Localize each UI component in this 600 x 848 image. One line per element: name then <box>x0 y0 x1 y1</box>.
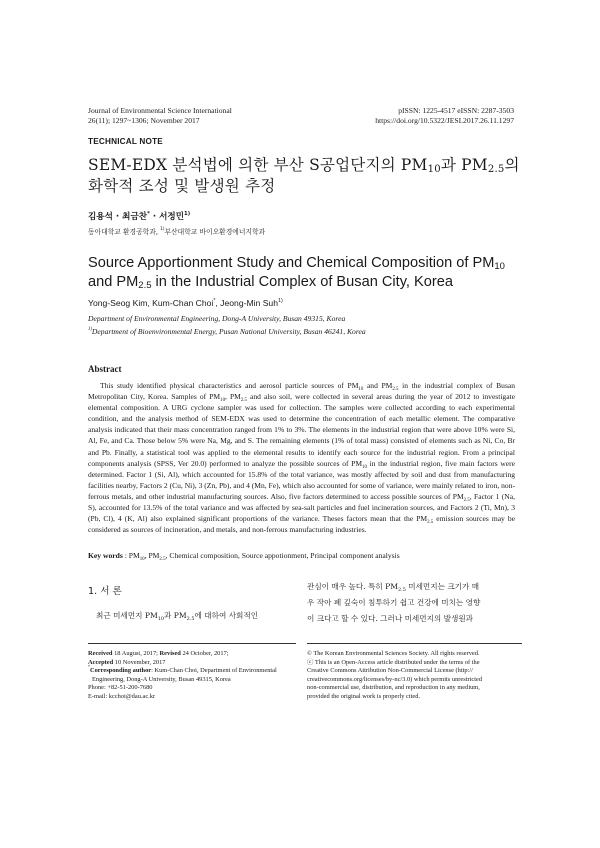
footnote-divider-right <box>307 643 522 644</box>
abstract-heading: Abstract <box>88 364 122 374</box>
doi-link[interactable]: https://doi.org/10.5322/JESI.2017.26.11.1297 <box>375 116 514 125</box>
intro-right-column: 관심이 매우 높다. 특히 $PM_{2.5}$ 미세먼지는 크기가 매 우 작아 폐 깊숙이 침투하기 쉽고 건강에 미치는 영향 이 크다고 할 수 있다. 그러나 미세먼지의 발생원과 <box>307 582 481 623</box>
footnote-left: Received 18 August, 2017; Revised 24 October, 2017; Accepted 10 November, 2017 *Corresponding author: Kum-Chan Choi, Department of Environmental Engineering, Dong-A University, Busan 49315, Korea Phone: +82-51-200-7680 E-mail: kcchoi@dau.ac.kr <box>88 650 298 702</box>
affiliation-english: Department of Environmental Engineering, Dong-A University, Busan 49315, Korea $^{1)}$Department of Bioenvironmental Energy, Pusan National University, Busan 46241, Korea <box>88 314 366 336</box>
footnote-right: © The Korean Environmental Sciences Society. All rights reserved. ⓒ This is an Open-Access article distributed under the terms of the Creative Commons Attribution Non-Commercial License (http:// creativecommons.org/licenses/by-nc/3.0) which permits unrestricted non-commercial use, distribution, and reproduction in any medium, provided the original work is properly cited. <box>307 650 523 702</box>
journal-header-right <box>300 106 514 126</box>
license-link[interactable]: creativecommons.org/licenses/by-nc/3.0) which permits unrestricted <box>307 675 483 683</box>
title-english: Source Apportionment Study and Chemical Composition of $PM_{10}$ and $PM_{2.5}$ in the Industrial Complex of Busan City, Korea <box>88 255 505 291</box>
abstract-body: This study identified physical characteristics and aerosol particle sources of $PM_{10}$ and $PM_{2.5}$ in the industrial complex of Busan Metropolitan City, Korea. Samples of $PM_{10}$, $PM_{2.5}$ and also soil, were collected in several areas during the year of 2012 to investigate elemental composition. A URG cyclone sampler was used for collection. The samples were collected according to each experimental condition, and the analysis method of SEM-EDX was used to determine the concentration of each metallic element. The comparative analysis indicated that their mass concentration ranged from 1% to 3%. The elements in the industrial region that were above 10% were Si, Al, Fe, and Ca. Those below 5% were Na, Mg, and S. The remaining elements (1% of total mass) consisted of elements such as Ni, Co, Br and Pb. Finally, a statistical tool was applied to the elemental results to identify each source for the industrial region. From a principal components analysis (SPSS, Ver 20.0) performed to analyze the possible sources of $PM_{10}$ in the industrial region, five main factors were determined. Factor 1 (Si, Al), which accounted for 15.8% of the total variance, was mostly affected by soil and dust from manufacturing facilities nearby, Factors 2 (Cu, Ni), 3 (Zn, Pb), and 4 (Mn, Fe), which also accounted for some of variance, were mainly related to iron, non-ferrous metals, and other industrial manufacturing sources. Also, five factors determined to access possible sources of $PM_{2.5}$, Factor 1 (Na, S), accounted for 13.5% of the total variance and was affected by sea-salt particles and fuel incineration sources, and Factors 2 (Ti, Mn), 3 (Pb, Cl), 4 (K, Al) also explained significant proportions of the variance. Theses factors mean that the $PM_{2.5}$ emission sources may be considered as sources of incineration, and metals, and non-ferrous manufacturing industries. <box>88 381 516 535</box>
journal-header-left <box>88 106 328 126</box>
journal-name: Journal of Environmental Science International <box>88 106 232 115</box>
footnote-divider-left <box>88 643 296 644</box>
issn: pISSN: 1225-4517 eISSN: 2287-3503 <box>398 106 514 115</box>
keywords: Key words : $PM_{10}$, $PM_{2.5}$, Chemical composition, Source appotionment, Principal component analysis <box>88 551 400 562</box>
cc-icon: ⓒ <box>307 658 314 666</box>
title-korean: SEM-EDX 분석법에 의한 부산 S공업단지의 $PM_{10}$과 $PM_{2.5}$의 화학적 조성 및 발생원 추정 <box>88 156 520 195</box>
journal-volume: 26(11); 1297~1306; November 2017 <box>88 116 200 125</box>
section-heading-introduction: 1. 서 론 <box>88 586 122 597</box>
intro-left-column: 최근 미세먼지 $PM_{10}$과 $PM_{2.5}$에 대하여 사회적인 <box>96 611 259 622</box>
authors-english: Yong-Seog Kim, Kum-Chan Choi*, Jeong-Min Suh$^{1)}$ <box>88 298 283 308</box>
article-type: TECHNICAL NOTE <box>88 137 163 146</box>
email-link[interactable]: E-mail: kcchoi@dau.ac.kr <box>88 692 156 700</box>
authors-korean: 김용석 · 최금찬* · 서정민$^{1)}$ <box>88 211 191 222</box>
affiliation-korean: 동아대학교 환경공학과, $^{1)}$부산대학교 바이오환경에너지학과 <box>88 226 266 236</box>
